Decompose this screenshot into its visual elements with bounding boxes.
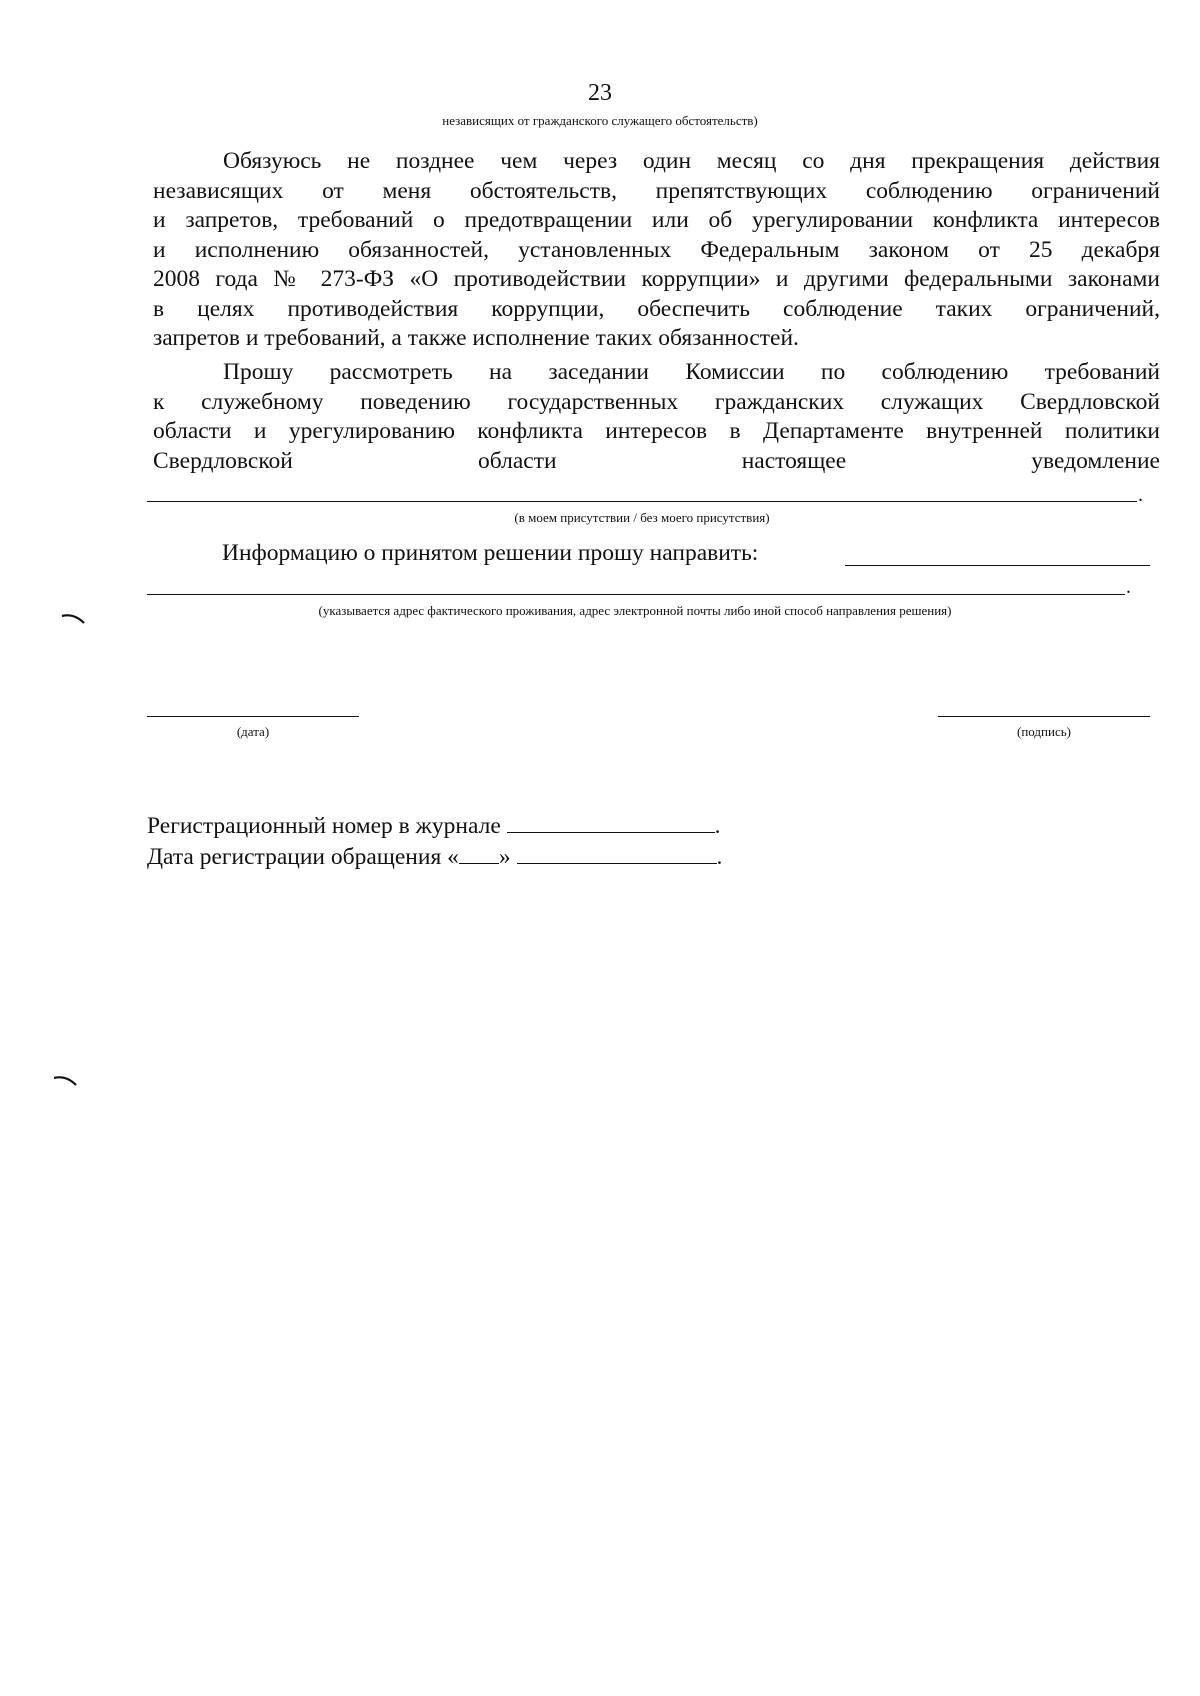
scan-mark [60, 612, 90, 628]
presence-blank-line[interactable] [147, 501, 1137, 502]
page-number: 23 [588, 80, 612, 106]
registration-number-period: . [714, 813, 721, 839]
registration-date-quote: » [498, 844, 511, 870]
presence-caption: (в моем присутствии / без моего присутствия) [514, 510, 770, 525]
presence-period: . [1138, 484, 1143, 506]
address-blank-line[interactable] [147, 594, 1125, 595]
paragraph-line: в целях противодействия коррупции, обеспечить соблюдение таких ограничений, [153, 295, 1160, 322]
date-blank-line[interactable] [147, 716, 359, 717]
signature-blank-line[interactable] [938, 716, 1150, 717]
address-caption: (указывается адрес фактического проживания, адрес электронной почты либо иной способ направления решения) [318, 603, 952, 618]
address-period: . [1126, 576, 1131, 598]
paragraph-line: и запретов, требований о предотвращении или об урегулировании конфликта интересов [153, 207, 1160, 233]
info-blank-line[interactable] [845, 565, 1150, 566]
paragraph-line: области и урегулированию конфликта интересов в Департаменте внутренней политики [153, 418, 1160, 444]
obligation-paragraph [153, 147, 1160, 354]
paragraph-line: Прошу рассмотреть на заседании Комиссии по соблюдению требований [223, 359, 1160, 385]
signature-caption: (подпись) [1017, 724, 1071, 739]
paragraph-line: и исполнению обязанностей, установленных Федеральным законом от 25 декабря [153, 236, 1160, 263]
registration-date-label: Дата регистрации обращения « [147, 844, 459, 870]
request-paragraph [153, 358, 1160, 476]
scan-mark [52, 1074, 82, 1090]
registration-date-row [147, 844, 722, 871]
continuation-note: независящих от гражданского служащего обстоятельств) [442, 113, 758, 128]
registration-number-label: Регистрационный номер в журнале [147, 813, 501, 839]
paragraph-line: к служебному поведению государственных гражданских служащих Свердловской [153, 388, 1160, 415]
paragraph-line: 2008 года № 273-ФЗ «О противодействии коррупции» и другими федеральными законами [153, 266, 1160, 292]
paragraph-line: независящих от меня обстоятельств, препятствующих соблюдению ограничений [153, 177, 1160, 204]
registration-date-period: . [716, 844, 723, 870]
paragraph-line: Свердловской области настоящее уведомление [153, 447, 1160, 474]
info-label: Информацию о принятом решении прошу направить: [222, 540, 759, 566]
date-caption: (дата) [236, 724, 270, 739]
registration-number-row [147, 813, 721, 840]
paragraph-line: запретов и требований, а также исполнение таких обязанностей. [153, 325, 799, 351]
registration-date-blank[interactable] [517, 845, 717, 864]
registration-number-blank[interactable] [507, 814, 715, 833]
registration-day-blank[interactable] [459, 845, 499, 864]
paragraph-line: Обязуюсь не позднее чем через один месяц со дня прекращения действия [223, 148, 1160, 174]
